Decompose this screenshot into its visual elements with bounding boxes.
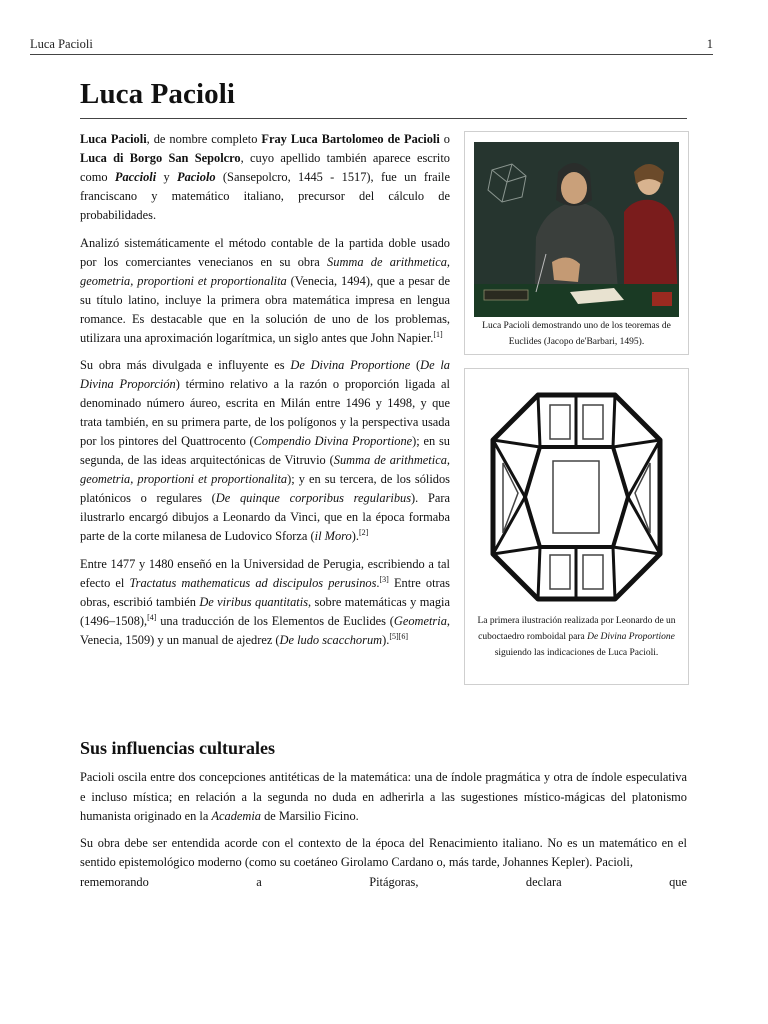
work-title: Summa de arithmetica, geometria, proportioni et proportionalita bbox=[80, 453, 450, 486]
figure-polyhedron bbox=[464, 368, 689, 685]
paragraph-perugia bbox=[80, 555, 450, 650]
variant-name: Paciolo bbox=[177, 170, 216, 184]
text-run: (Venecia, 1494), que a pesar de su título latino, incluye la primera obra matemática impresa en lengua romance. Es destacable que en la solución de uno de los problemas, utilizara una aproximación logarítmica, un siglo antes que John Napier. bbox=[80, 273, 450, 345]
text-run: Entre 1477 y 1480 enseñó en la Universidad de Perugia, escribiendo a tal efecto el bbox=[80, 556, 450, 590]
paragraph-divina-proportione bbox=[80, 356, 450, 546]
text-run: y bbox=[156, 170, 178, 184]
text-run: , sobre matemáticas y magia (1496–1508), bbox=[80, 594, 450, 628]
bold-full-name: Fray Luca Bartolomeo de Pacioli bbox=[261, 132, 440, 146]
text-run: (Sansepolcro, 1445 - 1517), fue un fraile franciscano y matemático italiano, precursor del cálculo de probabilidades. bbox=[80, 170, 450, 222]
work-title: De Divina Proportione bbox=[587, 632, 675, 642]
text-run: La primera ilustración realizada por Leonardo de un cuboctaedro romboidal para bbox=[477, 616, 676, 642]
work-title: Academia bbox=[211, 809, 261, 823]
text-run: Su obra más divulgada e influyente es bbox=[80, 358, 291, 372]
text-run: . bbox=[376, 575, 380, 590]
paragraph-accounting bbox=[80, 234, 450, 348]
page-number: 1 bbox=[706, 37, 713, 51]
section-heading: Sus influencias culturales bbox=[80, 738, 276, 758]
word: a bbox=[256, 874, 262, 889]
text-run: ); en su segunda, de las ideas arquitectónicas de Vitruvio ( bbox=[80, 434, 450, 467]
work-title: De quinque corporibus regularibus bbox=[215, 491, 412, 505]
intro-column bbox=[80, 130, 450, 658]
text-run: de Marsilio Ficino. bbox=[261, 809, 359, 823]
work-title: De viribus quantitatis bbox=[199, 594, 309, 609]
text-run: siguiendo las indicaciones de Luca Pacioli. bbox=[494, 648, 659, 658]
work-title: De ludo scacchorum bbox=[279, 632, 383, 647]
text-run: , Venecia, 1509) y un manual de ajedrez ( bbox=[80, 613, 450, 647]
paragraph-intro bbox=[80, 130, 450, 225]
figure-caption: Luca Pacioli demostrando uno de los teoremas de Euclides (Jacopo de'Barbari, 1495). bbox=[482, 321, 671, 347]
running-header bbox=[30, 37, 713, 52]
header-rule bbox=[30, 54, 713, 55]
bold-name: Luca Pacioli bbox=[80, 132, 147, 146]
text-run: , de nombre completo bbox=[146, 132, 262, 146]
citation-link[interactable]: [2] bbox=[358, 528, 369, 537]
citation-link[interactable]: [5][6] bbox=[389, 631, 408, 641]
figure-caption bbox=[471, 613, 682, 661]
rhombicuboctahedron-image[interactable] bbox=[478, 383, 675, 611]
citation-link[interactable]: [1] bbox=[433, 329, 443, 339]
text-run: Su obra debe ser entendida acorde con el contexto de la época del Renacimiento italiano. No es un matemático en el sentido epistemológico moderno (como su coetáneo Girolamo Cardano o, más tarde, Johannes Kepler). Pacioli, bbox=[80, 835, 687, 869]
word: declara bbox=[525, 874, 562, 889]
text-run: ). bbox=[351, 529, 359, 543]
work-title: De Divina Proportione bbox=[290, 358, 411, 372]
running-title: Luca Pacioli bbox=[30, 37, 93, 51]
work-title: De la Divina Proporción bbox=[80, 358, 450, 391]
work-title: Geometria bbox=[393, 613, 447, 628]
text-run: ). Para ilustrarlo encargó dibujos a Leonardo da Vinci, que en la época formaba parte de la corte milanesa de Ludovico Sforza ( bbox=[80, 491, 450, 543]
citation-link[interactable]: [3] bbox=[379, 574, 389, 584]
paragraph-context bbox=[80, 834, 687, 893]
word: rememorando bbox=[80, 874, 149, 889]
pacioli-portrait-image[interactable] bbox=[474, 142, 679, 317]
bold-alt-name: Luca di Borgo San Sepolcro bbox=[80, 151, 241, 165]
justified-last-line bbox=[80, 873, 687, 893]
title-rule bbox=[80, 118, 687, 119]
work-title: Summa de arithmetica, geometria, proportioni et proportionalita bbox=[80, 254, 450, 288]
article-title: Luca Pacioli bbox=[80, 78, 236, 110]
nickname: il Moro bbox=[314, 529, 352, 543]
work-title: Tractatus mathematicus ad discipulos perusinos bbox=[129, 575, 377, 590]
text-run: Pacioli oscila entre dos concepciones antitéticas de la matemática: una de índole pragmática y otra de índole especulativa e incluso mística; en relación a la segunda no duda en adherirla a las sugestiones místico-mágicas del platonismo humanista originado en la bbox=[80, 770, 687, 823]
text-run: ) término relativo a la razón o proporción ligada al denominado número áureo, escrita en Milán entre 1496 y 1498, y que trata también, en su primera parte, de los polígonos y la perspectiva usada por los pintores del Quattrocento ( bbox=[80, 377, 450, 448]
text-run: , cuyo apellido también aparece escrito como bbox=[80, 151, 451, 184]
paragraph-influences bbox=[80, 768, 687, 827]
word: que bbox=[669, 874, 687, 889]
variant-name: Paccioli bbox=[114, 170, 157, 184]
word: Pitágoras, bbox=[369, 874, 419, 889]
text-run: o bbox=[439, 132, 451, 146]
text-run: Entre otras obras, escribió también bbox=[80, 575, 450, 609]
figure-portrait bbox=[464, 131, 689, 355]
text-run: ( bbox=[410, 358, 421, 372]
section-body bbox=[80, 768, 687, 899]
work-title: Compendio Divina Proportione bbox=[253, 434, 413, 448]
text-run: una traducción de los Elementos de Euclides ( bbox=[156, 613, 394, 628]
citation-link[interactable]: [4] bbox=[147, 612, 157, 622]
text-run: ). bbox=[382, 632, 390, 647]
text-run: Analizó sistemáticamente el método contable de la partida doble usado por los comerciantes venecianos en su obra bbox=[80, 235, 450, 269]
text-run: ); y en su tercera, de los sólidos platónicos o regulares ( bbox=[80, 472, 450, 505]
